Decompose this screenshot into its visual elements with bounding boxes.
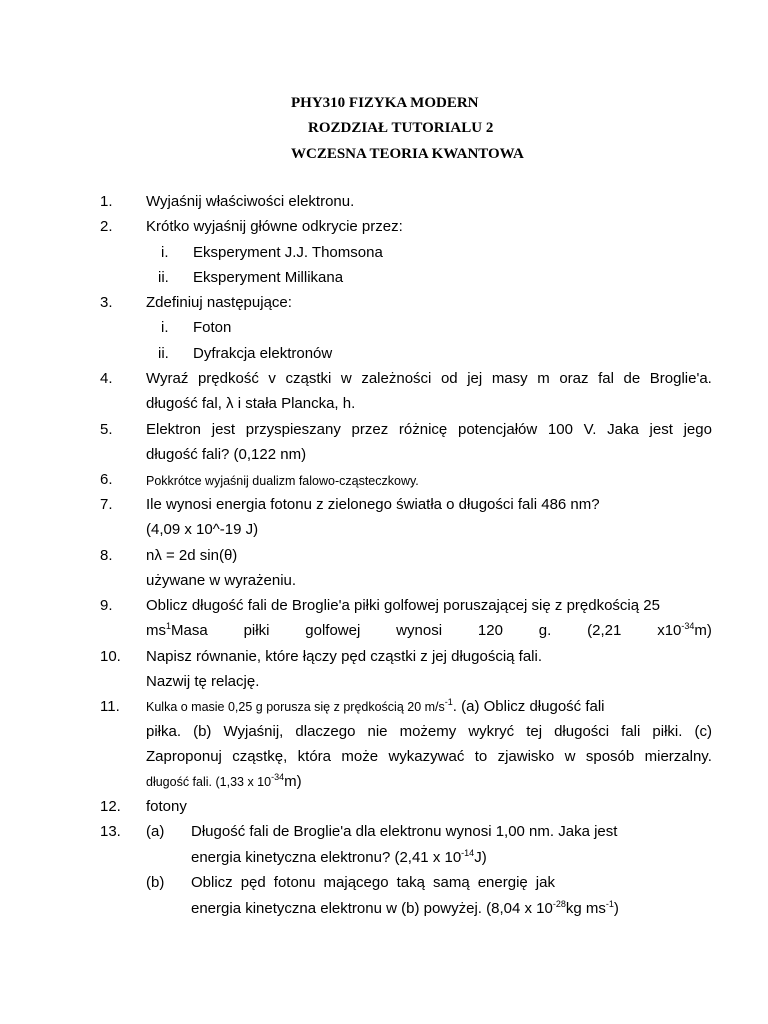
word: cząstkę,	[232, 748, 288, 765]
sub-item-text: Eksperyment Millikana	[193, 269, 344, 286]
question-text: Wyjaśnij właściwości elektronu.	[146, 193, 355, 210]
unit-text: ms	[146, 622, 166, 639]
word: fotonu	[273, 874, 316, 891]
roman-numeral: ii.	[158, 345, 169, 362]
chapter-title: ROZDZIAŁ TUTORIALU 2	[308, 120, 494, 136]
word: (b)	[193, 723, 212, 740]
word: wynosi	[396, 622, 443, 639]
question-text: długość fal, λ i stała Plancka, h.	[146, 395, 356, 412]
superscript: -28	[552, 899, 566, 909]
superscript: -1	[444, 697, 453, 707]
word: jego	[683, 421, 712, 438]
answer-text	[146, 773, 302, 791]
word	[146, 622, 208, 640]
roman-numeral: ii.	[158, 269, 169, 286]
question-text: Napisz równanie, które łączy pęd cząstki z jej długością fali.	[146, 648, 543, 665]
unit-text: m)	[694, 622, 712, 639]
word: Wyjaśnij,	[223, 723, 284, 740]
word: może	[341, 748, 379, 765]
word: wykazywać	[388, 748, 465, 765]
word: 100	[547, 421, 573, 438]
word: (2,21	[587, 622, 622, 639]
roman-numeral: i.	[161, 319, 169, 336]
word: Broglie'a.	[649, 370, 712, 387]
question-text: Długość fali de Broglie'a dla elektronu wynosi 1,00 nm. Jaka jest	[191, 823, 618, 840]
word: jak	[535, 874, 555, 891]
word: V.	[583, 421, 597, 438]
word: możemy	[399, 723, 457, 740]
word: mierzalny.	[644, 748, 712, 765]
justified-line	[146, 370, 712, 388]
course-title: PHY310 FIZYKA MODERN	[291, 95, 479, 111]
word: mającego	[323, 874, 389, 891]
sub-item-text: Foton	[193, 319, 232, 336]
superscript: -1	[605, 899, 614, 909]
word: prędkość	[197, 370, 259, 387]
word: 120	[477, 622, 503, 639]
unit-text: )	[613, 900, 619, 917]
word: dlaczego	[295, 723, 356, 740]
word	[657, 622, 712, 640]
question-number: 5.	[100, 421, 113, 438]
equation-text: nλ = 2d sin(θ)	[146, 547, 238, 564]
word: piłki.	[652, 723, 683, 740]
word: wykryć	[468, 723, 515, 740]
word: w	[340, 370, 352, 387]
superscript: -14	[461, 848, 475, 858]
word: Jaka	[607, 421, 639, 438]
justified-line	[146, 622, 712, 640]
word: przez	[351, 421, 389, 438]
word: fali	[621, 723, 641, 740]
question-number: 3.	[100, 294, 113, 311]
question-number: 2.	[100, 218, 113, 235]
word: masy	[491, 370, 528, 387]
word: Elektron	[146, 421, 202, 438]
unit-text: kg ms	[565, 900, 606, 917]
word: zjawisko	[497, 748, 555, 765]
sub-item-text: Eksperyment J.J. Thomsona	[193, 244, 383, 261]
word: piłka.	[146, 723, 182, 740]
question-text: używane w wyrażeniu.	[146, 572, 297, 589]
question-text	[146, 698, 605, 716]
word: m	[537, 370, 550, 387]
word: samą	[433, 874, 470, 891]
question-text: Pokkrótce wyjaśnij dualizm falowo-cząsteczkowy.	[146, 474, 419, 488]
unit-text: m)	[284, 773, 302, 790]
justified-line	[146, 421, 712, 439]
question-text: . (a) Oblicz długość fali	[452, 698, 605, 715]
word: nie	[367, 723, 388, 740]
question-number: 11.	[100, 698, 120, 715]
topic-title: WCZESNA TEORIA KWANTOWA	[291, 146, 524, 162]
word: energię	[477, 874, 528, 891]
question-text: energia kinetyczna elektronu? (2,41 x 10	[191, 849, 462, 866]
question-number: 4.	[100, 370, 113, 387]
superscript: -34	[271, 772, 285, 782]
word: (c)	[694, 723, 712, 740]
sub-item-text: Dyfrakcja elektronów	[193, 345, 333, 362]
word: potencjałów	[457, 421, 538, 438]
question-number: 9.	[100, 597, 113, 614]
word: to	[474, 748, 488, 765]
word: v	[268, 370, 276, 387]
part-label: (b)	[146, 874, 165, 891]
word: taką	[396, 874, 425, 891]
word: zależności	[361, 370, 432, 387]
word: fal	[598, 370, 614, 387]
question-text: energia kinetyczna elektronu w (b) powyżej. (8,04 x 10	[191, 900, 553, 917]
justified-line	[191, 874, 555, 892]
word: od	[440, 370, 458, 387]
word: Masa	[171, 622, 208, 639]
answer-text: x10	[657, 622, 682, 639]
word: Oblicz	[191, 874, 233, 891]
question-number: 6.	[100, 471, 113, 488]
word: w	[564, 748, 576, 765]
word: jest	[649, 421, 673, 438]
word: jest	[211, 421, 236, 438]
question-number: 8.	[100, 547, 113, 564]
word: cząstki	[285, 370, 332, 387]
roman-numeral: i.	[161, 244, 169, 261]
justified-line	[146, 748, 712, 766]
word: Zaproponuj	[146, 748, 222, 765]
word: oraz	[559, 370, 589, 387]
word: de	[623, 370, 641, 387]
question-number: 10.	[100, 648, 121, 665]
word: różnicę	[398, 421, 448, 438]
word: g.	[538, 622, 552, 639]
question-text: Zdefiniuj następujące:	[146, 294, 292, 311]
word: pęd	[240, 874, 266, 891]
question-text: Oblicz długość fali de Broglie'a piłki golfowej poruszającej się z prędkością 25	[146, 597, 660, 614]
question-text: Ile wynosi energia fotonu z zielonego światła o długości fali 486 nm?	[146, 496, 600, 513]
answer-text: (4,09 x 10^-19 J)	[146, 521, 259, 538]
word: Wyraź	[146, 370, 189, 387]
word: długości	[554, 723, 610, 740]
question-text: Nazwij tę relację.	[146, 673, 260, 690]
part-label: (a)	[146, 823, 165, 840]
word: jej	[467, 370, 483, 387]
question-text: fotony	[146, 798, 187, 815]
superscript: 1	[166, 621, 172, 631]
small-text: Kulka o masie 0,25 g porusza się z prędkością 20 m/s	[146, 700, 445, 714]
word: golfowej	[305, 622, 361, 639]
question-number: 1.	[100, 193, 113, 210]
answer-text	[191, 849, 487, 867]
justified-line	[146, 723, 712, 741]
question-number: 7.	[100, 496, 113, 513]
word: sposób	[585, 748, 635, 765]
question-text: Krótko wyjaśnij główne odkrycie przez:	[146, 218, 403, 235]
superscript: -34	[681, 621, 695, 631]
word: tej	[526, 723, 543, 740]
word: która	[297, 748, 332, 765]
question-number: 13.	[100, 823, 121, 840]
word: przyspieszany	[245, 421, 341, 438]
word: piłki	[243, 622, 270, 639]
question-number: 12.	[100, 798, 121, 815]
unit-text: J)	[474, 849, 487, 866]
small-text: długość fali. (1,33 x 10	[146, 775, 272, 789]
question-text: długość fali? (0,122 nm)	[146, 446, 307, 463]
answer-text	[191, 900, 619, 918]
